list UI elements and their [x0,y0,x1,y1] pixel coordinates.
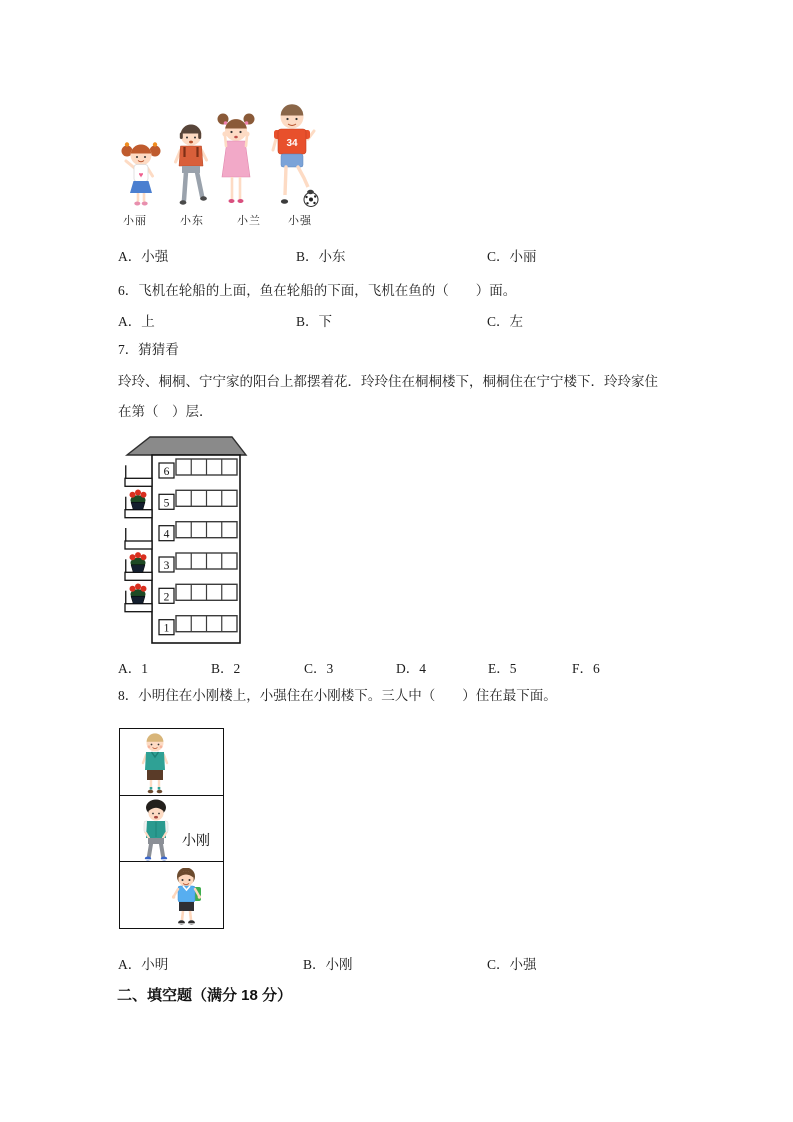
q7-option-b: B．2 [211,661,241,676]
floor-number: 6 [163,466,170,478]
q6-option-a: A．上 [118,314,155,329]
kid-label-xiaoli: 小丽 [123,215,147,227]
q5-children-illustration [118,100,323,230]
q8-option-b: B．小刚 [303,957,353,972]
q5-option-a: A．小强 [118,249,169,264]
q7-option-d: D．4 [396,661,426,676]
kid-figure-xiaolan [218,114,255,204]
q8-question-text: 8．小明住在小刚楼上，小强住在小刚楼下。三人中（ ）住在最下面。 [118,688,557,703]
heart-icon: ♥ [138,170,144,180]
children-figure-group [118,100,323,210]
table-cell-middle [119,795,224,863]
table-cell-bottom [119,861,224,929]
q6-question-text: 6．飞机在轮船的上面，鱼在轮船的下面，飞机在鱼的（ ）面。 [118,283,517,298]
floor-number: 2 [163,591,170,604]
balcony-slab [125,604,152,612]
kid-label-xiaoqiang: 小强 [288,215,312,227]
building-roof [127,437,246,455]
q5-option-c: C．小丽 [487,249,537,264]
q8-option-c: C．小强 [487,957,537,972]
cell-name-label: 小刚 [182,833,210,849]
floor-number: 1 [163,622,170,635]
q8-boys-table [119,728,222,929]
balcony-slab [125,510,152,518]
q7-text-line2: 在第（ ）层． [118,404,213,419]
boy-figure-xiaoqiang-2 [165,868,207,928]
kid-figure-xiaoqiang [273,104,318,206]
kid-label-xiaodong: 小东 [180,215,204,227]
kid-label-xiaolan: 小兰 [237,215,261,227]
q7-title: 7．猜猜看 [118,342,179,357]
q6-option-c: C．左 [487,314,524,329]
q8-option-a: A．小明 [118,957,169,972]
q7-option-c: C．3 [304,661,334,676]
kid-figure-xiaodong [176,125,207,205]
shirt-number: 34 [286,138,298,149]
q6-option-b: B．下 [296,314,333,329]
boy-figure-xiaogang [134,798,178,862]
kid-figure-xiaoli [122,142,161,205]
flower-pot-icon [130,490,147,510]
balcony-slab [125,478,152,486]
boy-figure-xiaoming [138,733,172,795]
q5-option-b: B．小东 [296,249,346,264]
floor-number: 3 [163,560,170,572]
q7-option-f: F．6 [572,661,600,676]
floor-number: 4 [163,528,170,541]
q7-option-e: E．5 [488,661,517,676]
q7-option-a: A．1 [118,661,148,676]
balcony-slab [125,541,152,549]
flower-pot-icon [130,584,147,604]
section2-heading: 二、填空题（满分 18 分） [117,987,293,1004]
table-cell-top [119,728,224,796]
balcony-slab [125,572,152,580]
q7-text-line1: 玲玲、桐桐、宁宁家的阳台上都摆着花．玲玲住在桐桐楼下，桐桐住在宁宁楼下．玲玲家住 [118,374,658,389]
flower-pot-icon [130,552,147,572]
building-body [152,455,240,643]
floor-number: 5 [163,497,170,510]
q7-building-illustration [122,435,252,645]
